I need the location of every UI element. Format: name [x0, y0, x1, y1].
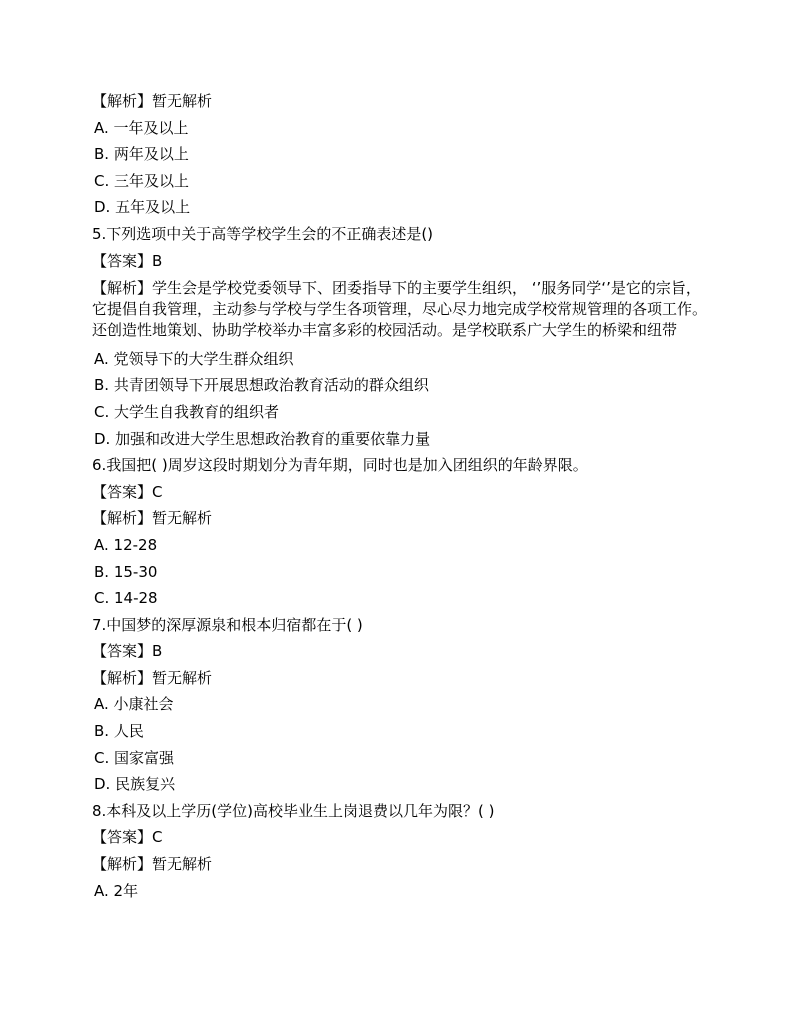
option-b: B. 人民 — [94, 722, 144, 741]
analysis-line: 【解析】暂无解析 — [92, 855, 213, 874]
option-c: C. 大学生自我教育的组织者 — [94, 402, 280, 421]
document-page — [92, 92, 712, 908]
question-7: 7.中国梦的深厚源泉和根本归宿都在于( ) — [92, 615, 363, 634]
question-6: 6.我国把( )周岁这段时期划分为青年期，同时也是加入团组织的年龄界限。 — [92, 456, 588, 475]
analysis-line: 【解析】暂无解析 — [92, 668, 213, 687]
option-a: A. 一年及以上 — [94, 118, 189, 137]
option-d: D. 民族复兴 — [94, 775, 176, 794]
answer-line: 【答案】B — [92, 642, 163, 661]
option-b: B. 15-30 — [94, 562, 158, 581]
option-c: C. 国家富强 — [94, 748, 175, 767]
option-a: A. 小康社会 — [94, 695, 174, 714]
option-a: A. 党领导下的大学生群众组织 — [94, 349, 294, 368]
option-a: A. 12-28 — [94, 535, 158, 554]
answer-line: 【答案】B — [92, 251, 163, 270]
answer-line: 【答案】C — [92, 482, 163, 501]
analysis-line: 【解析】暂无解析 — [92, 92, 213, 110]
analysis-paragraph: 【解析】学生会是学校党委领导下、团委指导下的主要学生组织， ‘’服务同学‘’是它的宗旨，它提倡自我管理，主动参与学校与学生各项管理，尽心尽力地完成学校常规管理的各项工作。还创造性地策划、协助学校举办丰富多彩的校园活动。是学校联系广大学生的桥梁和纽带 — [92, 279, 708, 340]
option-d: D. 五年及以上 — [94, 198, 191, 217]
option-a: A. 2年 — [94, 881, 139, 900]
question-8: 8.本科及以上学历(学位)高校毕业生上岗退费以几年为限？( ) — [92, 801, 495, 820]
question-5: 5.下列选项中关于高等学校学生会的不正确表述是() — [92, 224, 434, 243]
option-d: D. 加强和改进大学生思想政治教育的重要依靠力量 — [94, 429, 431, 448]
option-b: B. 共青团领导下开展思想政治教育活动的群众组织 — [94, 376, 429, 395]
option-c: C. 14-28 — [94, 589, 158, 608]
analysis-line: 【解析】暂无解析 — [92, 509, 213, 528]
option-b: B. 两年及以上 — [94, 145, 189, 164]
option-c: C. 三年及以上 — [94, 171, 190, 190]
answer-line: 【答案】C — [92, 828, 163, 847]
